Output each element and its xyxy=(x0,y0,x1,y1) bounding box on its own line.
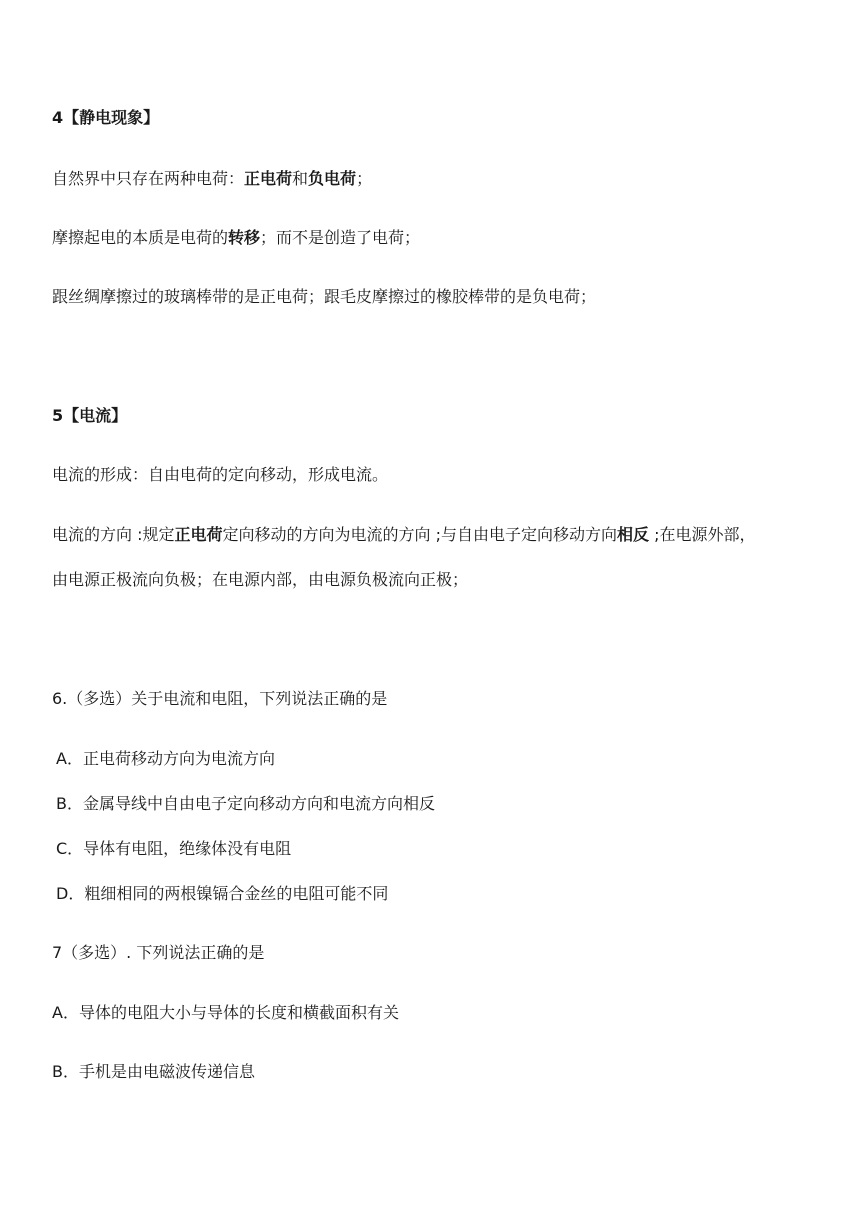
question-6-option-b: B．金属导线中自由电子定向移动方向和电流方向相反 xyxy=(56,794,435,813)
section-5-line-2: 电流的方向 :规定正电荷定向移动的方向为电流的方向 ;与自由电子定向移动方向相反 ;在电源外部， xyxy=(52,525,756,544)
question-6-option-d: D．粗细相同的两根镍镉合金丝的电阻可能不同 xyxy=(56,884,389,903)
question-7-stem: 7（多选）. 下列说法正确的是 xyxy=(52,943,265,962)
question-6-option-a: A．正电荷移动方向为电流方向 xyxy=(56,749,275,768)
question-6-option-c: C．导体有电阻，绝缘体没有电阻 xyxy=(56,839,292,858)
section-5-line-1: 电流的形成：自由电荷的定向移动，形成电流。 xyxy=(52,465,389,484)
section-4-line-2: 摩擦起电的本质是电荷的转移；而不是创造了电荷； xyxy=(52,228,421,247)
question-7-option-a: A．导体的电阻大小与导体的长度和横截面积有关 xyxy=(52,1003,399,1022)
section-5-heading: 5【电流】 xyxy=(52,406,128,425)
section-5-line-3: 由电源正极流向负极；在电源内部，由电源负极流向正极； xyxy=(52,570,469,589)
section-4-heading: 4【静电现象】 xyxy=(52,108,160,127)
question-7-option-b: B．手机是由电磁波传递信息 xyxy=(52,1062,255,1081)
question-6-stem: 6.（多选）关于电流和电阻，下列说法正确的是 xyxy=(52,689,388,708)
section-4-line-1: 自然界中只存在两种电荷：正电荷和负电荷； xyxy=(52,169,373,188)
section-4-line-3: 跟丝绸摩擦过的玻璃棒带的是正电荷；跟毛皮摩擦过的橡胶棒带的是负电荷； xyxy=(52,287,597,306)
